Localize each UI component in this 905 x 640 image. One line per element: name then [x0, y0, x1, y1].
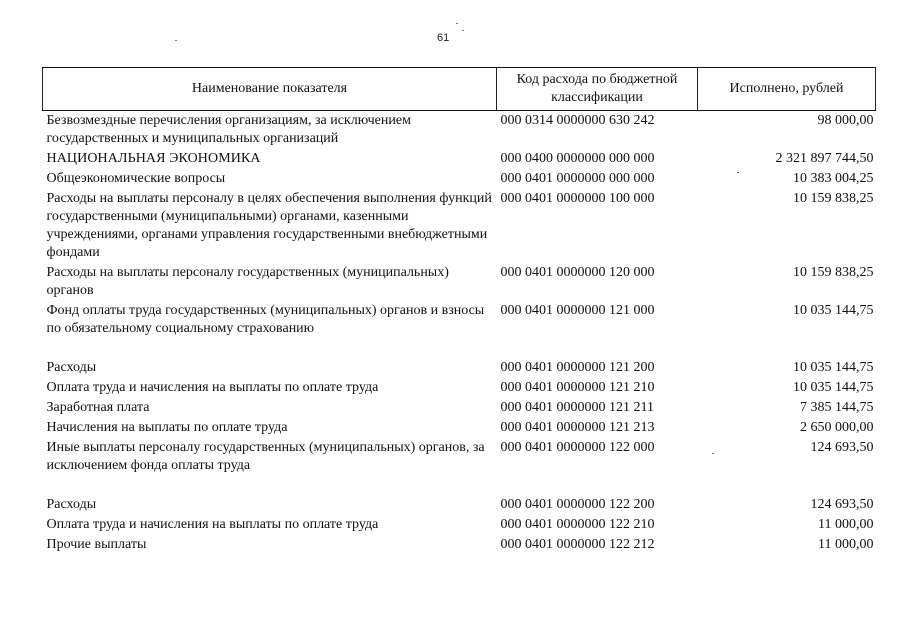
row-name: Общеэкономические вопросы — [46, 171, 226, 186]
row-sum: 10 159 838,25 — [793, 191, 874, 206]
scan-speck — [175, 40, 177, 41]
row-sum: 10 035 144,75 — [793, 303, 874, 318]
row-name: Оплата труда и начисления на выплаты по оплате труда — [46, 517, 379, 532]
row-code: 000 0401 0000000 121 000 — [500, 303, 655, 318]
row-sum: 10 159 838,25 — [793, 265, 874, 280]
table-row — [43, 535, 876, 555]
row-code: 000 0401 0000000 122 200 — [500, 497, 655, 512]
row-name: Заработная плата — [46, 400, 150, 415]
row-name: Расходы — [46, 360, 97, 375]
row-code: 000 0401 0000000 121 210 — [500, 380, 655, 395]
row-sum: 11 000,00 — [818, 537, 874, 552]
row-code: 000 0401 0000000 000 000 — [500, 171, 655, 186]
row-code: 000 0400 0000000 000 000 — [500, 151, 655, 166]
table-row — [43, 301, 876, 358]
row-sum: 7 385 144,75 — [800, 400, 874, 415]
row-sum: 10 035 144,75 — [793, 380, 874, 395]
table-row — [43, 111, 876, 150]
row-sum: 2 650 000,00 — [800, 420, 874, 435]
row-name: Безвозмездные перечисления организациям, за исключением государственных и муниципальных организаций — [46, 113, 411, 146]
table-header-row — [43, 68, 876, 111]
row-name: Оплата труда и начисления на выплаты по оплате труда — [46, 380, 379, 395]
row-sum: 10 383 004,25 — [793, 171, 874, 186]
row-code: 000 0401 0000000 100 000 — [500, 191, 655, 206]
table-row — [43, 378, 876, 398]
table-row — [43, 418, 876, 438]
table-row — [43, 358, 876, 378]
scan-speck — [456, 23, 458, 24]
table-row — [43, 495, 876, 515]
row-name: Начисления на выплаты по оплате труда — [46, 420, 288, 435]
row-name: НАЦИОНАЛЬНАЯ ЭКОНОМИКА — [46, 151, 261, 166]
row-code: 000 0314 0000000 630 242 — [500, 113, 655, 128]
row-sum: 10 035 144,75 — [793, 360, 874, 375]
expenditure-table — [42, 67, 876, 555]
row-sum: 2 321 897 744,50 — [775, 151, 874, 166]
row-sum: 11 000,00 — [818, 517, 874, 532]
column-header-code: Код расхода по бюджетной классификации — [497, 68, 698, 111]
row-code: 000 0401 0000000 121 211 — [500, 400, 654, 415]
table-row — [43, 398, 876, 418]
row-code: 000 0401 0000000 122 212 — [500, 537, 655, 552]
table-row — [43, 438, 876, 495]
row-name: Расходы на выплаты персоналу в целях обеспечения выполнения функций государственными (муниципальными) органами, казенными учреждениями, органами управления государственными внебюджетными фондами — [46, 191, 492, 260]
page-number: 61 — [437, 32, 450, 44]
row-name: Прочие выплаты — [46, 537, 147, 552]
row-code: 000 0401 0000000 122 000 — [500, 440, 655, 455]
row-sum: 124 693,50 — [810, 497, 874, 512]
row-name: Расходы — [46, 497, 97, 512]
row-code: 000 0401 0000000 122 210 — [500, 517, 655, 532]
table-row — [43, 263, 876, 301]
row-code: 000 0401 0000000 121 200 — [500, 360, 655, 375]
table-row — [43, 515, 876, 535]
column-header-name: Наименование показателя — [43, 68, 497, 111]
table-row — [43, 169, 876, 189]
scan-speck — [462, 30, 464, 31]
row-name: Фонд оплаты труда государственных (муниципальных) органов и взносы по обязательному социальному страхованию — [46, 303, 485, 336]
row-sum: 98 000,00 — [817, 113, 874, 128]
row-sum: 124 693,50 — [810, 440, 874, 455]
table-row — [43, 189, 876, 263]
row-code: 000 0401 0000000 120 000 — [500, 265, 655, 280]
table-row — [43, 149, 876, 169]
row-name: Иные выплаты персоналу государственных (муниципальных) органов, за исключением фонда оплаты труда — [46, 440, 485, 473]
column-header-sum: Исполнено, рублей — [698, 68, 876, 111]
row-name: Расходы на выплаты персоналу государственных (муниципальных) органов — [46, 265, 449, 298]
row-code: 000 0401 0000000 121 213 — [500, 420, 655, 435]
